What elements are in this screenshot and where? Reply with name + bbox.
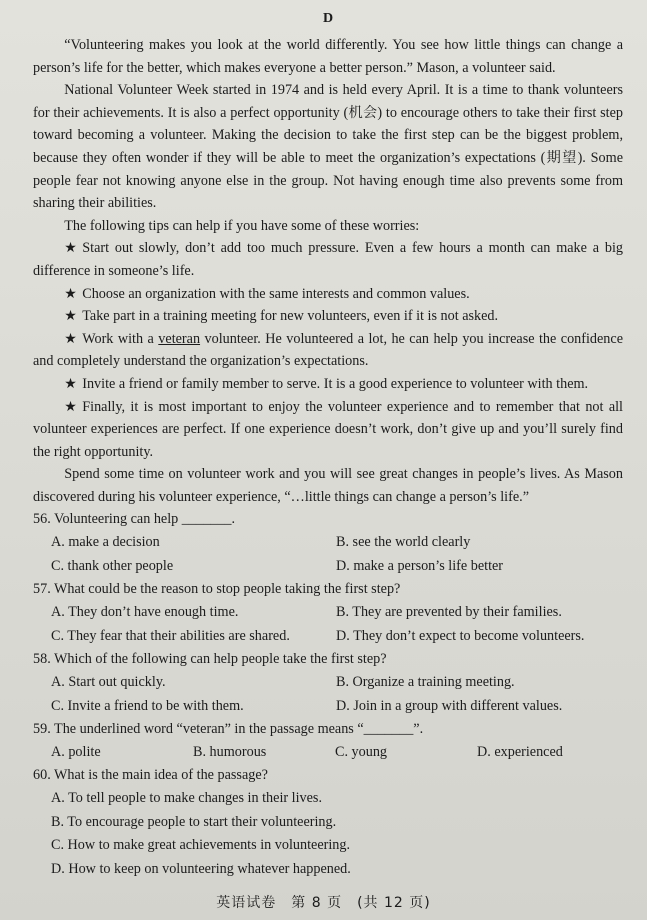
option-b[interactable]: B. They are prevented by their families.: [336, 604, 562, 621]
option-d[interactable]: D. make a person’s life better: [336, 557, 504, 574]
tip-text: Work with a: [82, 330, 159, 347]
option-c[interactable]: C. Invite a friend to be with them.: [51, 697, 244, 714]
option-list: [33, 601, 623, 648]
reading-passage: [33, 34, 623, 508]
option-list: [33, 741, 623, 764]
option-b[interactable]: B. Organize a training meeting.: [336, 674, 515, 691]
option-a[interactable]: A. To tell people to make changes in their lives.: [51, 790, 322, 807]
question-stem: 57. What could be the reason to stop people taking the first step?: [33, 581, 401, 598]
star-icon: ★: [64, 240, 77, 257]
question: [33, 508, 623, 578]
option-c[interactable]: C. They fear that their abilities are shared.: [51, 627, 290, 644]
option-c[interactable]: C. How to make great achievements in volunteering.: [51, 837, 351, 854]
star-icon: ★: [64, 308, 77, 325]
tip-text: volunteer. He volunteered a lot, he can help you increase the confidence and completely understand the organization’s expectations.: [33, 330, 624, 370]
option-d[interactable]: D. They don’t expect to become volunteers.: [336, 627, 585, 644]
option-list: [33, 787, 623, 881]
tip-item: [33, 237, 623, 282]
tip-item: [33, 396, 623, 464]
passage-paragraph: “Volunteering makes you look at the world differently. You see how little things can change a person’s life for the better, which makes everyone a better person.” Mason, a volunteer said.: [33, 37, 623, 76]
tip-text: Start out slowly, don’t add too much pressure. Even a few hours a month can make a big difference in someone’s life.: [33, 240, 623, 279]
page-footer: 英语试卷 第 8 页 (共 12 页): [216, 895, 431, 911]
star-icon: ★: [64, 285, 77, 302]
passage-paragraph: Spend some time on volunteer work and you will see great changes in people’s lives. As Mason discovered during his volunteer experience, “…little things can change a person’s life.”: [33, 466, 623, 505]
question-stem: 60. What is the main idea of the passage?: [33, 767, 268, 784]
tip-item: [33, 328, 623, 373]
section-title: D: [322, 11, 334, 26]
option-b[interactable]: B. see the world clearly: [336, 534, 471, 551]
question-stem: 58. Which of the following can help people take the first step?: [33, 651, 387, 668]
option-list: [33, 671, 623, 718]
tip-text: Invite a friend or family member to serve. It is a good experience to volunteer with them.: [82, 375, 589, 392]
underlined-word: veteran: [158, 330, 201, 347]
option-a[interactable]: A. Start out quickly.: [51, 674, 166, 691]
option-a[interactable]: A. polite: [51, 743, 101, 760]
question-stem: 56. Volunteering can help _______.: [33, 511, 236, 528]
star-icon: ★: [64, 330, 77, 347]
passage-paragraph: The following tips can help if you have some of these worries:: [64, 217, 420, 234]
option-a[interactable]: A. make a decision: [51, 534, 160, 551]
option-d[interactable]: D. How to keep on volunteering whatever happened.: [51, 860, 351, 877]
tip-text: Finally, it is most important to enjoy the volunteer experience and to remember that not all volunteer experiences are perfect. If one experience doesn’t work, don’t give up and you’ll surely find the right opportunity.: [33, 398, 623, 460]
option-b[interactable]: B. To encourage people to start their volunteering.: [51, 813, 337, 830]
option-b[interactable]: B. humorous: [193, 743, 267, 760]
option-c[interactable]: C. young: [335, 743, 388, 760]
question-list: [33, 508, 623, 880]
tip-item: [33, 305, 623, 328]
option-d[interactable]: D. experienced: [477, 743, 563, 760]
tip-text: Take part in a training meeting for new volunteers, even if it is not asked.: [82, 308, 499, 325]
option-d[interactable]: D. Join in a group with different values.: [336, 697, 563, 714]
star-icon: ★: [64, 398, 77, 415]
option-c[interactable]: C. thank other people: [51, 557, 174, 574]
tip-text: Choose an organization with the same interests and common values.: [82, 285, 470, 302]
question-stem: 59. The underlined word “veteran” in the passage means “_______”.: [33, 720, 424, 737]
option-list: [33, 531, 623, 578]
question: [33, 718, 623, 764]
option-a[interactable]: A. They don’t have enough time.: [51, 604, 239, 621]
tip-item: [33, 283, 623, 306]
tip-item: [33, 373, 623, 396]
question: [33, 764, 623, 881]
star-icon: ★: [64, 375, 77, 392]
question: [33, 578, 623, 648]
passage-paragraph: National Volunteer Week started in 1974 and is held every April. It is a time to thank volunteers for their achievements. It is also a perfect opportunity (机会) to encourage others to take their first step toward becoming a volunteer. Making the decision to take the first step can be the biggest problem, because they often wonder if they will be able to meet the organization’s expectations (期望). Some people fear not knowing anyone else in the group. Not having enough time also prevents some from sharing their abilities.: [33, 82, 623, 212]
question: [33, 648, 623, 718]
